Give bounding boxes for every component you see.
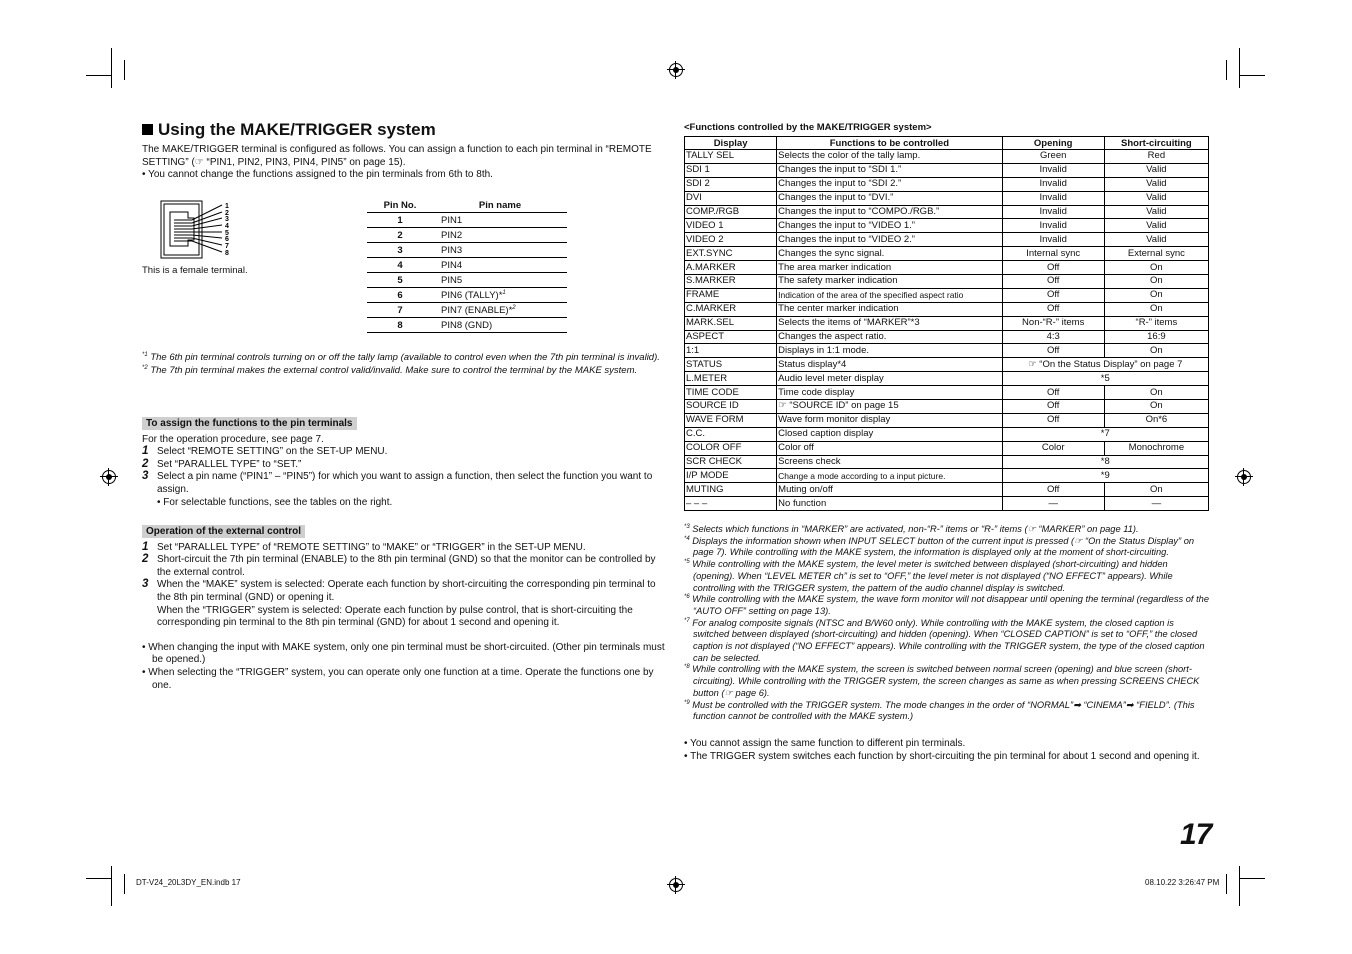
pin-number: 8 bbox=[367, 318, 433, 333]
pin-table bbox=[367, 198, 567, 333]
function-cell: Changes the input to “VIDEO 1.” bbox=[777, 219, 1002, 233]
pin-table-row bbox=[367, 243, 567, 258]
pin-table-row bbox=[367, 288, 567, 303]
connector-pin-label: 7 bbox=[225, 243, 229, 250]
opening-cell: Invalid bbox=[1002, 219, 1104, 233]
display-cell: FRAME bbox=[685, 288, 777, 302]
pin-name bbox=[433, 243, 567, 258]
assign-intro: For the operation procedure, see page 7. bbox=[142, 433, 324, 445]
step-number: 2 bbox=[142, 457, 149, 470]
function-cell: Time code display bbox=[777, 386, 1002, 400]
right-footnote bbox=[684, 618, 1212, 665]
registration-mark-icon bbox=[102, 470, 116, 484]
footnote-ref: *7 bbox=[684, 617, 690, 624]
display-cell: – – – bbox=[685, 497, 777, 511]
short-circuiting-cell: Valid bbox=[1104, 219, 1208, 233]
pin-name-text: PIN2 bbox=[441, 229, 463, 241]
short-circuiting-cell: On bbox=[1104, 344, 1208, 358]
step-number: 3 bbox=[142, 578, 149, 591]
footnote-1 bbox=[142, 352, 667, 365]
pin-table-row bbox=[367, 273, 567, 288]
right-footnote bbox=[684, 559, 1212, 594]
function-cell: Screens check bbox=[777, 455, 1002, 469]
footnote-ref: 1 bbox=[502, 289, 506, 296]
functions-table-title: <Functions controlled by the MAKE/TRIGGER system> bbox=[684, 122, 932, 133]
function-cell: The center marker indication bbox=[777, 302, 1002, 316]
connector-pin-label: 8 bbox=[225, 250, 229, 257]
span-cell: ☞ “On the Status Display” on page 7 bbox=[1002, 358, 1208, 372]
footnote-ref: *3 bbox=[684, 524, 690, 530]
opening-cell: Off bbox=[1002, 386, 1104, 400]
functions-table-row bbox=[685, 233, 1209, 247]
opening-cell: Off bbox=[1002, 483, 1104, 497]
functions-table-row bbox=[685, 497, 1209, 511]
function-cell: Changes the input to “VIDEO 2.” bbox=[777, 233, 1002, 247]
function-cell: Wave form monitor display bbox=[777, 413, 1002, 427]
function-cell: Selects the items of “MARKER”*3 bbox=[777, 316, 1002, 330]
function-cell: No function bbox=[777, 497, 1002, 511]
pin-number: 2 bbox=[367, 228, 433, 243]
step-text: Select a pin name (“PIN1” – “PIN5”) for which you want to assign a function, then select the function you want to assign. bbox=[157, 471, 653, 495]
connector-pin-label: 2 bbox=[225, 210, 229, 217]
functions-table bbox=[684, 136, 1209, 511]
intro-bullet: • You cannot change the functions assigned to the pin terminals from 6th to 8th. bbox=[142, 169, 493, 180]
crop-mark bbox=[1239, 48, 1240, 88]
pin-name-text: PIN5 bbox=[441, 274, 463, 286]
short-circuiting-cell: Valid bbox=[1104, 233, 1208, 247]
registration-mark-icon bbox=[1237, 470, 1251, 484]
functions-table-row bbox=[685, 275, 1209, 289]
left-column bbox=[142, 120, 670, 182]
opening-cell: Color bbox=[1002, 441, 1104, 455]
step-text: Short-circuit the 7th pin terminal (ENABLE) to the 8th pin terminal (GND) so that the monitor can be controlled by the external control. bbox=[157, 554, 656, 578]
functions-table-header: Opening bbox=[1002, 137, 1104, 150]
pin-number: 5 bbox=[367, 273, 433, 288]
opening-cell: 4:3 bbox=[1002, 330, 1104, 344]
short-circuiting-cell: On*6 bbox=[1104, 413, 1208, 427]
function-cell: Status display*4 bbox=[777, 358, 1002, 372]
footnote-ref: *2 bbox=[142, 364, 148, 371]
short-circuiting-cell: On bbox=[1104, 386, 1208, 400]
right-footnotes bbox=[684, 524, 1212, 723]
right-bullet: • The TRIGGER system switches each function by short-circuiting the pin terminal for about 1 second and opening it. bbox=[684, 750, 1200, 762]
pin-name bbox=[433, 213, 567, 228]
right-bullet: • You cannot assign the same function to different pin terminals. bbox=[684, 738, 966, 749]
function-cell: Displays in 1:1 mode. bbox=[777, 344, 1002, 358]
short-circuiting-cell: On bbox=[1104, 275, 1208, 289]
functions-table-row bbox=[685, 386, 1209, 400]
function-cell: Audio level meter display bbox=[777, 372, 1002, 386]
crop-mark bbox=[86, 878, 111, 879]
pin-name bbox=[433, 288, 567, 303]
functions-table-row bbox=[685, 427, 1209, 441]
span-cell: *7 bbox=[1002, 427, 1208, 441]
pin-table-row bbox=[367, 213, 567, 228]
short-circuiting-cell: 16:9 bbox=[1104, 330, 1208, 344]
display-cell: DVI bbox=[685, 191, 777, 205]
function-cell: Selects the color of the tally lamp. bbox=[777, 150, 1002, 164]
pin-number: 6 bbox=[367, 288, 433, 303]
short-circuiting-cell: On bbox=[1104, 261, 1208, 275]
footnote-text: While controlling with the MAKE system, the screen is switched between normal screen (opening) and blue screen (short-circuiting). While controlling with the TRIGGER system, the screen changes as same as when pressing SCREENS CHECK button (☞ page 6). bbox=[692, 664, 1200, 698]
right-footnote bbox=[684, 536, 1212, 559]
display-cell: C.C. bbox=[685, 427, 777, 441]
functions-table-header: Display bbox=[685, 137, 777, 150]
ext-step bbox=[142, 579, 667, 604]
crop-mark bbox=[1239, 866, 1240, 906]
step-number: 1 bbox=[142, 445, 149, 458]
bottom-bullet: • When changing the input with MAKE system, only one pin terminal must be short-circuited. (Other pin terminals must be opened.) bbox=[142, 641, 665, 666]
assign-step bbox=[142, 446, 667, 459]
functions-table-row bbox=[685, 302, 1209, 316]
section-title: Using the MAKE/TRIGGER system bbox=[158, 120, 436, 139]
step-number: 1 bbox=[142, 540, 149, 553]
connector-pin-label: 6 bbox=[225, 236, 229, 243]
female-connector-icon bbox=[160, 200, 240, 260]
display-cell: COLOR OFF bbox=[685, 441, 777, 455]
short-circuiting-cell: Valid bbox=[1104, 177, 1208, 191]
function-cell: The safety marker indication bbox=[777, 275, 1002, 289]
footnote-ref: 2 bbox=[512, 304, 516, 311]
footnote-ref: *4 bbox=[684, 535, 690, 542]
footnote-ref: *6 bbox=[684, 594, 690, 601]
opening-cell: — bbox=[1002, 497, 1104, 511]
step-number: 2 bbox=[142, 553, 149, 566]
step-number: 3 bbox=[142, 470, 149, 483]
crop-mark bbox=[111, 48, 112, 88]
opening-cell: Off bbox=[1002, 275, 1104, 289]
ext-heading: Operation of the external control bbox=[142, 525, 305, 538]
registration-mark-icon bbox=[669, 63, 683, 77]
functions-table-header: Short-circuiting bbox=[1104, 137, 1208, 150]
page-number: 17 bbox=[1180, 818, 1212, 851]
opening-cell: Off bbox=[1002, 288, 1104, 302]
assign-step bbox=[142, 471, 667, 496]
footer-file-name: DT-V24_20L3DY_EN.indb 17 bbox=[136, 878, 241, 887]
crop-mark bbox=[1226, 874, 1227, 894]
functions-table-row bbox=[685, 316, 1209, 330]
opening-cell: Invalid bbox=[1002, 205, 1104, 219]
functions-table-row bbox=[685, 400, 1209, 414]
functions-table-row bbox=[685, 205, 1209, 219]
pin-table-row bbox=[367, 228, 567, 243]
right-footnote bbox=[684, 594, 1212, 617]
function-cell: Changes the aspect ratio. bbox=[777, 330, 1002, 344]
connector-diagram bbox=[160, 200, 240, 265]
assign-heading: To assign the functions to the pin terminals bbox=[142, 417, 357, 430]
pin-name-text: PIN6 (TALLY)* bbox=[441, 289, 503, 301]
ext-step3-continued: When the “TRIGGER” system is selected: Operate each function by pulse control, that is short-circuiting the corresponding pin terminal to the 8th pin terminal (GND) for about 1 second and opening it. bbox=[157, 604, 633, 629]
function-cell: Changes the input to “SDI 2.” bbox=[777, 177, 1002, 191]
pin-name bbox=[433, 273, 567, 288]
display-cell: ASPECT bbox=[685, 330, 777, 344]
footer-timestamp: 08.10.22 3:26:47 PM bbox=[1145, 878, 1220, 887]
display-cell: SOURCE ID bbox=[685, 400, 777, 414]
functions-table-row bbox=[685, 483, 1209, 497]
pin-name bbox=[433, 258, 567, 273]
functions-table-row bbox=[685, 358, 1209, 372]
span-cell: *5 bbox=[1002, 372, 1208, 386]
footnote-text: The 6th pin terminal controls turning on or off the tally lamp (available to control even when the 7th pin terminal is invalid). bbox=[150, 352, 660, 363]
display-cell: A.MARKER bbox=[685, 261, 777, 275]
assign-section bbox=[142, 417, 667, 509]
short-circuiting-cell: — bbox=[1104, 497, 1208, 511]
connector-pin-label: 5 bbox=[225, 230, 229, 237]
ext-step bbox=[142, 542, 667, 555]
functions-table-row bbox=[685, 441, 1209, 455]
connector-pin-label: 1 bbox=[225, 203, 229, 210]
function-cell: Changes the input to “SDI 1.” bbox=[777, 163, 1002, 177]
functions-table-row bbox=[685, 372, 1209, 386]
pin-number: 7 bbox=[367, 303, 433, 318]
opening-cell: Invalid bbox=[1002, 191, 1104, 205]
short-circuiting-cell: Monochrome bbox=[1104, 441, 1208, 455]
short-circuiting-cell: On bbox=[1104, 302, 1208, 316]
footnote-text: Displays the information shown when INPUT SELECT button of the current input is pressed (☞ “On the Status Display” on page 7). While controlling with the MAKE system, the information is displayed only at the moment of short-circuiting. bbox=[692, 535, 1195, 558]
functions-table-row bbox=[685, 150, 1209, 164]
span-cell: *9 bbox=[1002, 469, 1208, 483]
pin-name bbox=[433, 228, 567, 243]
display-cell: S.MARKER bbox=[685, 275, 777, 289]
function-cell: Changes the input to “DVI.” bbox=[777, 191, 1002, 205]
display-cell: 1:1 bbox=[685, 344, 777, 358]
footnote-ref: *1 bbox=[142, 352, 148, 358]
step-text: Set “PARALLEL TYPE” to “SET.” bbox=[157, 458, 302, 470]
pin-name-text: PIN1 bbox=[441, 214, 463, 226]
opening-cell: Off bbox=[1002, 413, 1104, 427]
function-cell: Muting on/off bbox=[777, 483, 1002, 497]
pin-table-body bbox=[367, 213, 567, 333]
function-cell: Changes the sync signal. bbox=[777, 247, 1002, 261]
functions-table-row bbox=[685, 413, 1209, 427]
opening-cell: Invalid bbox=[1002, 233, 1104, 247]
footnote-text: The 7th pin terminal makes the external control valid/invalid. Make sure to control the terminal by the MAKE system. bbox=[150, 364, 638, 376]
opening-cell: Off bbox=[1002, 261, 1104, 275]
intro-text: The MAKE/TRIGGER terminal is configured as follows. You can assign a function to each pin terminal in “REMOTE SETTING” (☞ “PIN1, PIN2, PIN3, PIN4, PIN5” on page 15). bbox=[142, 144, 652, 168]
pin-name-text: PIN7 (ENABLE)* bbox=[441, 304, 513, 316]
functions-table-row bbox=[685, 247, 1209, 261]
pin-table-row bbox=[367, 303, 567, 318]
registration-mark-icon bbox=[669, 878, 683, 892]
footnote-text: Selects which functions in “MARKER” are activated, non-“R-” items or “R-” items (☞ “MARKER” on page 11). bbox=[692, 524, 1139, 534]
right-footnote bbox=[684, 524, 1212, 536]
bottom-bullet: • When selecting the “TRIGGER” system, you can operate only one function at a time. Operate the functions one by one. bbox=[142, 666, 654, 691]
opening-cell: Internal sync bbox=[1002, 247, 1104, 261]
functions-table-row bbox=[685, 469, 1209, 483]
short-circuiting-cell: Valid bbox=[1104, 191, 1208, 205]
short-circuiting-cell: Valid bbox=[1104, 205, 1208, 219]
function-cell: Indication of the area of the specified aspect ratio bbox=[777, 288, 1002, 302]
crop-mark bbox=[86, 75, 111, 76]
pin-name-text: PIN3 bbox=[441, 244, 463, 256]
display-cell: SDI 1 bbox=[685, 163, 777, 177]
function-cell: The area marker indication bbox=[777, 261, 1002, 275]
display-cell: C.MARKER bbox=[685, 302, 777, 316]
functions-table-row bbox=[685, 330, 1209, 344]
step-text: Select “REMOTE SETTING” on the SET-UP MENU. bbox=[157, 446, 388, 458]
functions-table-row bbox=[685, 455, 1209, 469]
display-cell: TALLY SEL bbox=[685, 150, 777, 164]
connector-caption: This is a female terminal. bbox=[142, 265, 248, 276]
opening-cell: Off bbox=[1002, 302, 1104, 316]
step-text: Set “PARALLEL TYPE” of “REMOTE SETTING” to “MAKE” or “TRIGGER” in the SET-UP MENU. bbox=[157, 541, 586, 553]
pin-number: 3 bbox=[367, 243, 433, 258]
function-cell: Change a mode according to a input picture. bbox=[777, 469, 1002, 483]
functions-table-header: Functions to be controlled bbox=[777, 137, 1002, 150]
short-circuiting-cell: “R-” items bbox=[1104, 316, 1208, 330]
pin-number: 4 bbox=[367, 258, 433, 273]
assign-step bbox=[142, 459, 667, 472]
right-footnote bbox=[684, 700, 1212, 723]
pin-name-text: PIN4 bbox=[441, 259, 463, 271]
opening-cell: Invalid bbox=[1002, 163, 1104, 177]
footnote-text: Must be controlled with the TRIGGER system. The mode changes in the order of “NORMAL”➡ “CINEMA”➡ “FIELD”. (This function cannot be controlled with the MAKE system.) bbox=[692, 699, 1195, 722]
display-cell: EXT.SYNC bbox=[685, 247, 777, 261]
pin-table-header: Pin name bbox=[433, 198, 567, 213]
display-cell: SDI 2 bbox=[685, 177, 777, 191]
crop-mark bbox=[1226, 60, 1227, 80]
functions-table-row bbox=[685, 191, 1209, 205]
crop-mark bbox=[124, 874, 125, 894]
display-cell: WAVE FORM bbox=[685, 413, 777, 427]
connector-pin-label: 4 bbox=[225, 223, 229, 230]
square-bullet-icon bbox=[142, 124, 153, 135]
footnote-ref: *5 bbox=[684, 559, 690, 566]
functions-table-row bbox=[685, 344, 1209, 358]
footnote-text: While controlling with the MAKE system, the wave form monitor will not disappear until opening the terminal (regardless of the “AUTO OFF” setting on page 13). bbox=[692, 594, 1209, 616]
display-cell: STATUS bbox=[685, 358, 777, 372]
step-text: When the “MAKE” system is selected: Operate each function by short-circuiting the corresponding pin terminal to the 8th pin terminal (GND) or opening it. bbox=[157, 579, 656, 603]
display-cell: VIDEO 2 bbox=[685, 233, 777, 247]
opening-cell: Green bbox=[1002, 150, 1104, 164]
pin-name-text: PIN8 (GND) bbox=[441, 319, 493, 331]
right-column bbox=[684, 122, 1210, 511]
section-heading bbox=[142, 120, 670, 140]
functions-table-row bbox=[685, 288, 1209, 302]
opening-cell: Non-“R-” items bbox=[1002, 316, 1104, 330]
crop-mark bbox=[1240, 75, 1265, 76]
functions-table-row bbox=[685, 163, 1209, 177]
right-bullets bbox=[684, 738, 1210, 763]
functions-table-row bbox=[685, 177, 1209, 191]
footnote-2 bbox=[142, 365, 667, 378]
display-cell: COMP./RGB bbox=[685, 205, 777, 219]
function-cell: Closed caption display bbox=[777, 427, 1002, 441]
footnote-text: For analog composite signals (NTSC and B/W60 only). While controlling with the MAKE system, the closed caption is switched between displayed (short-circuiting) and hidden (opening). When “CLOSED CAPTION” is set to “OFF,” the closed caption is not displayed (“NO EFFECT” appears). While controlling with the TRIGGER system, the type of the closed caption can be selected. bbox=[692, 617, 1205, 663]
short-circuiting-cell: On bbox=[1104, 483, 1208, 497]
short-circuiting-cell: On bbox=[1104, 400, 1208, 414]
display-cell: L.METER bbox=[685, 372, 777, 386]
external-control-section bbox=[142, 525, 667, 692]
footnote-ref: *9 bbox=[684, 699, 690, 706]
functions-table-body bbox=[685, 150, 1209, 511]
display-cell: MUTING bbox=[685, 483, 777, 497]
short-circuiting-cell: Red bbox=[1104, 150, 1208, 164]
connector-pin-label: 3 bbox=[225, 216, 229, 223]
pin-table-row bbox=[367, 318, 567, 333]
display-cell: I/P MODE bbox=[685, 469, 777, 483]
pin-name bbox=[433, 318, 567, 333]
pin-number: 1 bbox=[367, 213, 433, 228]
assign-sub-bullet: • For selectable functions, see the tables on the right. bbox=[157, 496, 393, 508]
opening-cell: Off bbox=[1002, 400, 1104, 414]
opening-cell: Invalid bbox=[1002, 177, 1104, 191]
crop-mark bbox=[124, 60, 125, 80]
crop-mark bbox=[1240, 878, 1265, 879]
function-cell: Changes the input to “COMPO./RGB.” bbox=[777, 205, 1002, 219]
pin-table-row bbox=[367, 258, 567, 273]
short-circuiting-cell: On bbox=[1104, 288, 1208, 302]
span-cell: *8 bbox=[1002, 455, 1208, 469]
footnote-text: While controlling with the MAKE system, the level meter is switched between displayed (short-circuiting) and hidden (opening). When “LEVEL METER ch” is set to “OFF,” the level meter is not displayed (“NO EFFECT” appears). While controlling with the TRIGGER system, the pattern of the audio channel display is switched. bbox=[692, 559, 1173, 593]
short-circuiting-cell: Valid bbox=[1104, 163, 1208, 177]
function-cell: Color off bbox=[777, 441, 1002, 455]
functions-table-row bbox=[685, 261, 1209, 275]
ext-step bbox=[142, 554, 667, 579]
crop-mark bbox=[111, 866, 112, 906]
display-cell: TIME CODE bbox=[685, 386, 777, 400]
pin-table-header: Pin No. bbox=[367, 198, 433, 213]
display-cell: VIDEO 1 bbox=[685, 219, 777, 233]
left-footnotes bbox=[142, 352, 667, 377]
opening-cell: Off bbox=[1002, 344, 1104, 358]
short-circuiting-cell: External sync bbox=[1104, 247, 1208, 261]
function-cell: ☞ “SOURCE ID” on page 15 bbox=[777, 400, 1002, 414]
display-cell: SCR CHECK bbox=[685, 455, 777, 469]
right-footnote bbox=[684, 664, 1212, 699]
display-cell: MARK.SEL bbox=[685, 316, 777, 330]
pin-name bbox=[433, 303, 567, 318]
footnote-ref: *8 bbox=[684, 664, 690, 671]
functions-table-row bbox=[685, 219, 1209, 233]
